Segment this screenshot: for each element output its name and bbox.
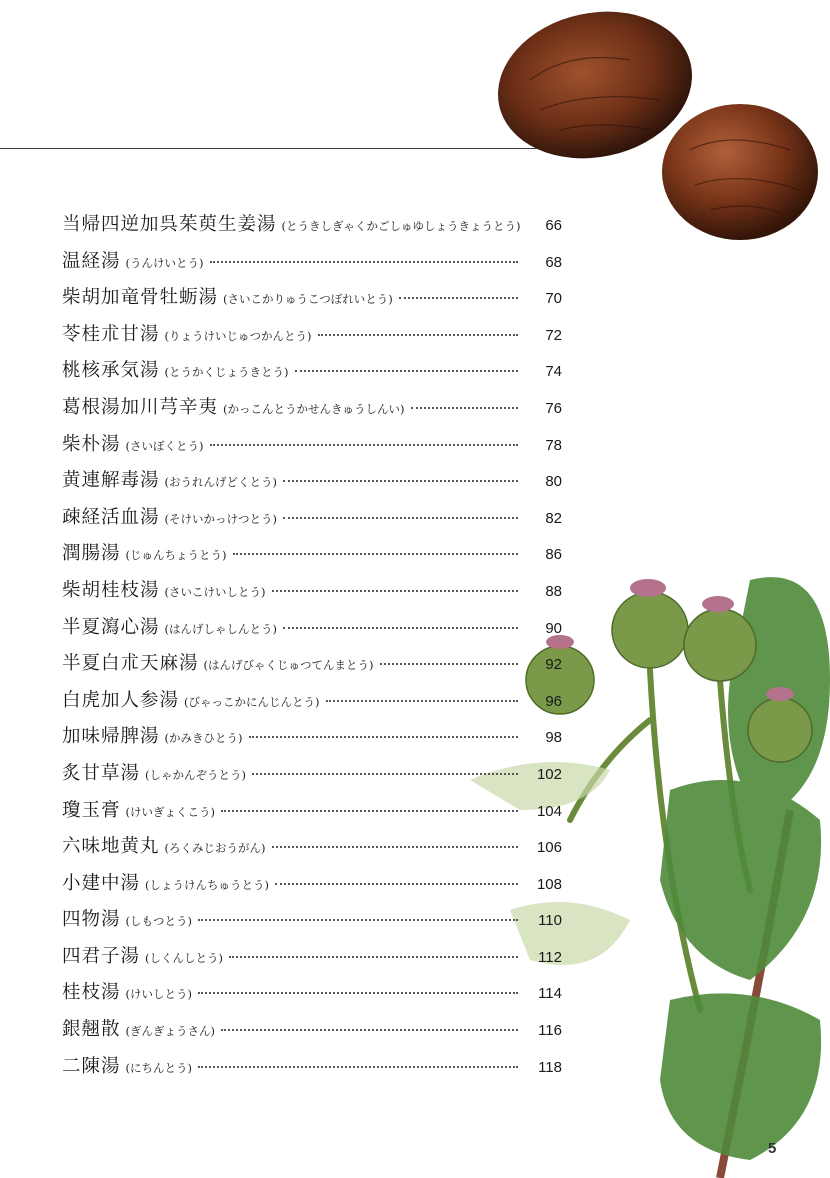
entry-name: 銀翹散 bbox=[62, 1019, 121, 1041]
toc-entry[interactable] bbox=[62, 686, 562, 723]
entry-name: 潤腸湯 bbox=[62, 543, 121, 565]
toc-entry[interactable] bbox=[62, 466, 562, 503]
entry-page: 114 bbox=[538, 985, 562, 1003]
toc-entry[interactable] bbox=[62, 942, 562, 979]
entry-page: 112 bbox=[538, 948, 562, 966]
dot-leader bbox=[272, 590, 519, 592]
toc-entry[interactable] bbox=[62, 905, 562, 942]
toc-entry[interactable] bbox=[62, 796, 562, 833]
entry-reading: (しゃかんぞうとう) bbox=[145, 767, 246, 782]
toc-entry[interactable] bbox=[62, 978, 562, 1015]
entry-page: 102 bbox=[536, 765, 562, 783]
entry-page: 74 bbox=[545, 363, 562, 381]
entry-name: 二陳湯 bbox=[62, 1055, 121, 1077]
entry-reading: (さいこけいしとう) bbox=[164, 584, 266, 599]
entry-name: 四物湯 bbox=[62, 909, 121, 931]
table-of-contents bbox=[62, 210, 562, 1088]
entry-reading: (かみきひとう) bbox=[164, 731, 243, 746]
dot-leader bbox=[221, 1029, 518, 1031]
dot-leader bbox=[411, 407, 519, 409]
entry-reading: (しくんしとう) bbox=[145, 950, 223, 965]
entry-reading: (かっこんとうかせんきゅうしんい) bbox=[223, 401, 405, 416]
entry-page: 76 bbox=[545, 399, 562, 417]
toc-entry[interactable] bbox=[62, 759, 562, 796]
toc-entry[interactable] bbox=[62, 1052, 562, 1089]
toc-entry[interactable] bbox=[62, 393, 562, 430]
toc-entry[interactable] bbox=[62, 613, 562, 650]
toc-entry[interactable] bbox=[62, 539, 562, 576]
entry-reading: (しもつとう) bbox=[125, 914, 192, 929]
dot-leader bbox=[249, 736, 519, 738]
entry-page: 82 bbox=[545, 509, 562, 527]
dot-leader bbox=[272, 846, 519, 848]
entry-reading: (とうかくじょうきとう) bbox=[164, 365, 289, 380]
dot-leader bbox=[233, 553, 519, 555]
entry-page: 116 bbox=[538, 1022, 562, 1040]
entry-name: 六味地黄丸 bbox=[62, 836, 160, 858]
dot-leader bbox=[221, 810, 518, 812]
toc-entry[interactable] bbox=[62, 832, 562, 869]
entry-page: 70 bbox=[545, 290, 562, 308]
entry-page: 92 bbox=[545, 656, 562, 674]
dot-leader bbox=[275, 883, 518, 885]
toc-entry[interactable] bbox=[62, 430, 562, 467]
entry-page: 104 bbox=[536, 802, 562, 820]
entry-page: 110 bbox=[538, 912, 562, 930]
entry-page: 66 bbox=[545, 217, 562, 234]
entry-name: 炙甘草湯 bbox=[62, 762, 141, 784]
entry-reading: (ろくみじおうがん) bbox=[164, 841, 266, 856]
entry-reading: (ぎんぎょうさん) bbox=[125, 1024, 215, 1039]
entry-reading: (はんげびゃくじゅつてんまとう) bbox=[203, 658, 374, 673]
entry-reading: (にちんとう) bbox=[125, 1060, 192, 1075]
toc-entry[interactable] bbox=[62, 210, 562, 247]
entry-page: 68 bbox=[545, 253, 562, 271]
dot-leader bbox=[229, 956, 518, 958]
dot-leader bbox=[198, 919, 518, 921]
entry-name: 疎経活血湯 bbox=[62, 506, 160, 528]
entry-name: 柴胡加竜骨牡蛎湯 bbox=[62, 287, 219, 309]
dot-leader bbox=[326, 700, 519, 702]
dot-leader bbox=[295, 370, 519, 372]
entry-page: 108 bbox=[536, 875, 562, 893]
toc-entry[interactable] bbox=[62, 503, 562, 540]
page-number: 5 bbox=[768, 1140, 777, 1157]
toc-entry[interactable] bbox=[62, 1015, 562, 1052]
toc-entry[interactable] bbox=[62, 283, 562, 320]
entry-name: 温経湯 bbox=[62, 250, 121, 272]
entry-page: 90 bbox=[545, 619, 562, 637]
entry-reading: (びゃっこかにんじんとう) bbox=[184, 694, 320, 709]
dot-leader bbox=[210, 261, 519, 263]
entry-reading: (じゅんちょうとう) bbox=[125, 548, 227, 563]
dot-leader bbox=[283, 517, 518, 519]
entry-page: 118 bbox=[538, 1058, 562, 1076]
entry-reading: (はんげしゃしんとう) bbox=[164, 621, 277, 636]
entry-page: 78 bbox=[545, 436, 562, 454]
dot-leader bbox=[210, 444, 519, 446]
entry-reading: (けいしとう) bbox=[125, 987, 192, 1002]
entry-reading: (さいぼくとう) bbox=[125, 438, 204, 453]
entry-reading: (おうれんげどくとう) bbox=[164, 475, 277, 490]
entry-name: 四君子湯 bbox=[62, 945, 141, 967]
entry-reading: (けいぎょくこう) bbox=[125, 804, 215, 819]
entry-page: 96 bbox=[545, 692, 562, 710]
dot-leader bbox=[198, 992, 518, 994]
entry-name: 柴胡桂枝湯 bbox=[62, 579, 160, 601]
toc-entry[interactable] bbox=[62, 247, 562, 284]
entry-name: 加味帰脾湯 bbox=[62, 726, 160, 748]
entry-name: 黄連解毒湯 bbox=[62, 470, 160, 492]
entry-name: 桃核承気湯 bbox=[62, 360, 160, 382]
toc-entry[interactable] bbox=[62, 649, 562, 686]
toc-entry[interactable] bbox=[62, 320, 562, 357]
dot-leader bbox=[380, 663, 519, 665]
entry-name: 桂枝湯 bbox=[62, 982, 121, 1004]
entry-name: 苓桂朮甘湯 bbox=[62, 323, 160, 345]
entry-page: 80 bbox=[545, 473, 562, 491]
entry-page: 86 bbox=[545, 546, 562, 564]
entry-name: 半夏瀉心湯 bbox=[62, 616, 160, 638]
toc-entry[interactable] bbox=[62, 576, 562, 613]
entry-name: 瓊玉膏 bbox=[62, 799, 121, 821]
entry-name: 半夏白朮天麻湯 bbox=[62, 653, 199, 675]
entry-reading: (そけいかっけつとう) bbox=[164, 511, 277, 526]
dot-leader bbox=[252, 773, 518, 775]
dot-leader bbox=[399, 297, 518, 299]
entry-reading: (うんけいとう) bbox=[125, 255, 204, 270]
dot-leader bbox=[198, 1066, 518, 1068]
entry-name: 当帰四逆加呉茱萸生姜湯 bbox=[62, 214, 277, 235]
entry-name: 葛根湯加川芎辛夷 bbox=[62, 396, 219, 418]
entry-name: 小建中湯 bbox=[62, 872, 141, 894]
entry-page: 88 bbox=[545, 582, 562, 600]
entry-name: 柴朴湯 bbox=[62, 433, 121, 455]
entry-reading: (さいこかりゅうこつぼれいとう) bbox=[223, 292, 393, 307]
toc-entry[interactable] bbox=[62, 722, 562, 759]
dot-leader bbox=[283, 480, 518, 482]
entry-reading: (りょうけいじゅつかんとう) bbox=[164, 328, 312, 343]
entry-reading: (とうきしぎゃくかごしゅゆしょうきょうとう) bbox=[281, 219, 521, 233]
dot-leader bbox=[283, 627, 518, 629]
entry-page: 72 bbox=[545, 326, 562, 344]
entry-page: 106 bbox=[536, 839, 562, 857]
entry-reading: (しょうけんちゅうとう) bbox=[145, 877, 269, 892]
entry-page: 98 bbox=[545, 729, 562, 747]
toc-entry[interactable] bbox=[62, 356, 562, 393]
toc-entry[interactable] bbox=[62, 869, 562, 906]
dot-leader bbox=[318, 334, 519, 336]
entry-name: 白虎加人参湯 bbox=[62, 689, 180, 711]
